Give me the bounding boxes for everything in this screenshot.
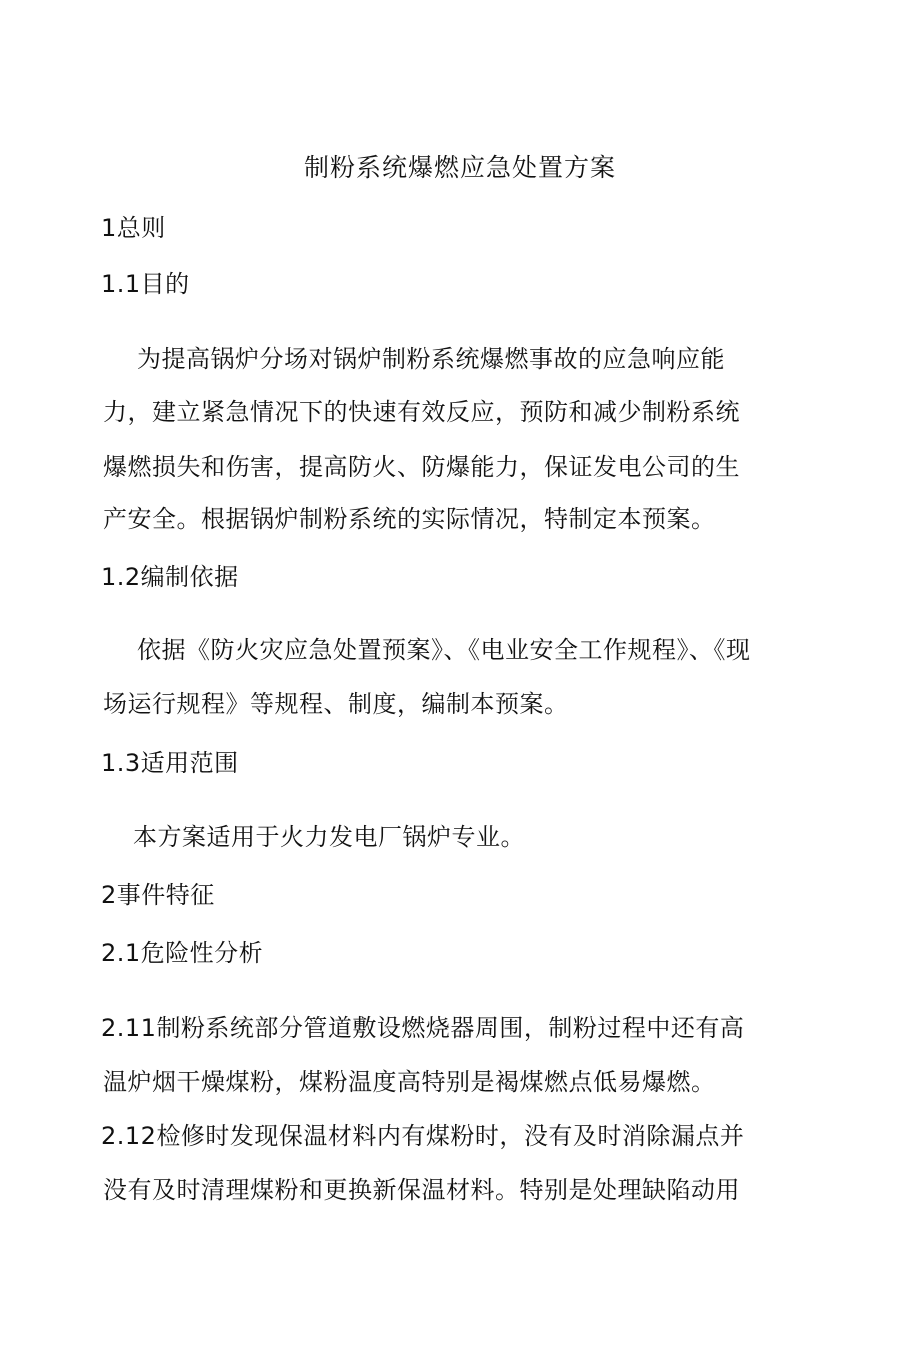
- heading-2: 2事件特征: [101, 881, 215, 909]
- paragraph-line: 爆燃损失和伤害，提高防火、防爆能力，保证发电公司的生: [103, 453, 740, 481]
- paragraph-line: 依据《防火灾应急处置预案》、《电业安全工作规程》、《现: [137, 636, 751, 664]
- paragraph-line: 产安全。根据锅炉制粉系统的实际情况，特制定本预案。: [103, 505, 716, 533]
- paragraph-line: 2.11制粉系统部分管道敷设燃烧器周围，制粉过程中还有高: [101, 1014, 745, 1042]
- document-title: 制粉系统爆燃应急处置方案: [303, 153, 616, 182]
- heading-1-1: 1.1目的: [101, 270, 190, 298]
- heading-2-1: 2.1危险性分析: [101, 939, 264, 967]
- paragraph-line: 力，建立紧急情况下的快速有效反应，预防和减少制粉系统: [103, 398, 740, 426]
- paragraph-line: 场运行规程》等规程、制度，编制本预案。: [103, 690, 569, 718]
- heading-1: 1总则: [101, 214, 166, 242]
- paragraph-line: 温炉烟干燥煤粉，煤粉温度高特别是褐煤燃点低易爆燃。: [103, 1068, 716, 1096]
- paragraph-line: 为提高锅炉分场对锅炉制粉系统爆燃事故的应急响应能: [137, 345, 725, 373]
- heading-1-3: 1.3适用范围: [101, 749, 239, 777]
- paragraph-line: 本方案适用于火力发电厂锅炉专业。: [133, 823, 525, 851]
- paragraph-line: 2.12检修时发现保温材料内有煤粉时，没有及时消除漏点并: [101, 1122, 745, 1150]
- paragraph-line: 没有及时清理煤粉和更换新保温材料。特别是处理缺陷动用: [103, 1176, 740, 1204]
- heading-1-2: 1.2编制依据: [101, 563, 239, 591]
